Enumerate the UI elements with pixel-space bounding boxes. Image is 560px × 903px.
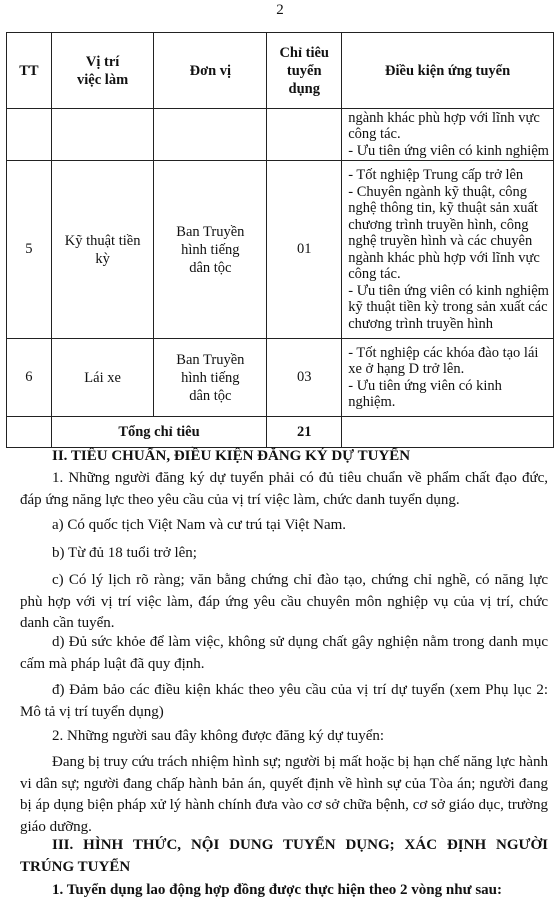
header-condition: Điều kiện ứng tuyển: [342, 33, 554, 109]
section-2-paragraph-1: 1. Những người đăng ký dự tuyển phải có đủ tiêu chuẩn về phẩm chất đạo đức, đáp ứng năng lực theo yêu cầu của vị trí việc làm, chức danh tuyển dụng.: [20, 470, 548, 508]
condition-line: - Ưu tiên ứng viên có kinh nghiệm: [348, 282, 549, 299]
condition-line: ngành khác phù hợp với lĩnh vực: [348, 109, 540, 126]
row-position: [51, 161, 154, 339]
condition-line: nghiệm.: [348, 394, 396, 410]
position-line: kỳ: [95, 250, 110, 267]
unit-line: dân tộc: [189, 387, 232, 404]
unit-line: Ban Truyền: [176, 351, 245, 368]
table-cell: [7, 109, 52, 161]
header-tt: TT: [7, 33, 52, 109]
header-unit: Đơn vị: [154, 33, 267, 109]
header-position: [51, 33, 154, 109]
recruitment-table: [6, 32, 554, 448]
row-quota: 03: [267, 339, 342, 417]
criterion-c: c) Có lý lịch rõ ràng; văn bằng chứng chỉ đào tạo, chứng chỉ nghề, có năng lực phù hợp với vị trí việc làm, đáp ứng yêu cầu chuyên môn nghiệp vụ của vị trí, chức danh cần tuyển.: [20, 572, 548, 631]
condition-line: nghệ truyền hình và các chuyên: [348, 233, 533, 249]
unit-line: hình tiếng: [181, 369, 240, 386]
table-row: [7, 161, 554, 339]
table-header-row: [7, 33, 554, 109]
condition-cell: [342, 339, 554, 417]
condition-line: ngành khác phù hợp với lĩnh vực: [348, 249, 540, 266]
header-quota: [267, 33, 342, 109]
page-number: 2: [276, 2, 284, 18]
criterion-b: b) Từ đủ 18 tuổi trở lên;: [52, 545, 197, 561]
unit-line: dân tộc: [189, 259, 232, 276]
section-2-heading: II. TIÊU CHUẨN, ĐIỀU KIỆN ĐĂNG KÝ DỰ TUYỂN: [52, 448, 411, 464]
total-value: 21: [267, 417, 342, 448]
header-position-line: việc làm: [77, 71, 129, 88]
row-quota: 01: [267, 161, 342, 339]
position-line: Kỹ thuật tiền: [64, 232, 141, 249]
condition-line: nghệ thông tin, kỹ thuật sản xuất: [348, 200, 538, 216]
header-position-line: Vị trí: [85, 53, 120, 70]
condition-line: xe ở hạng D trở lên.: [348, 361, 465, 377]
row-unit: [154, 339, 267, 417]
criterion-a: a) Có quốc tịch Việt Nam và cư trú tại Việt Nam.: [52, 517, 347, 533]
header-quota-line: Chỉ tiêu: [279, 44, 329, 61]
condition-line: - Ưu tiên ứng viên có kinh: [348, 377, 502, 394]
table-cell: [342, 417, 554, 448]
condition-line: - Tốt nghiệp các khóa đào tạo lái: [348, 344, 539, 361]
criterion-dd: đ) Đảm bảo các điều kiện khác theo yêu cầu của vị trí dự tuyển (xem Phụ lục 2: Mô tả vị trí tuyển dụng): [20, 682, 548, 720]
condition-cell: [342, 161, 554, 339]
table-row-continued: [7, 109, 554, 161]
condition-line: - Ưu tiên ứng viên có kinh nghiệm: [348, 142, 549, 159]
criterion-d: d) Đủ sức khỏe để làm việc, không sử dụng chất gây nghiện nằm trong danh mục cấm mà pháp luật đã quy định.: [20, 634, 548, 672]
total-label: Tổng chỉ tiêu: [51, 417, 266, 448]
condition-line: kỹ thuật tiền kỳ trong sản xuất các: [348, 299, 548, 315]
condition-line: công tác.: [348, 266, 401, 282]
condition-line: chương trình truyền hình: [348, 315, 494, 332]
condition-cell: [342, 109, 554, 161]
section-3-heading: III. HÌNH THỨC, NỘI DUNG TUYỂN DỤNG; XÁC ĐỊNH NGƯỜI TRÚNG TUYỂN: [20, 837, 548, 875]
table-cell: [267, 109, 342, 161]
section-2-paragraph-2: 2. Những người sau đây không được đăng ký dự tuyển:: [52, 728, 385, 744]
row-tt: 5: [7, 161, 52, 339]
header-quota-line: tuyển: [286, 62, 322, 79]
table-cell: [51, 109, 154, 161]
row-position: [51, 339, 154, 417]
header-quota-line: dụng: [288, 80, 320, 97]
unit-line: hình tiếng: [181, 241, 240, 258]
table-total-row: [7, 417, 554, 448]
row-tt: 6: [7, 339, 52, 417]
condition-line: chương trình truyền hình, công: [348, 216, 529, 233]
table-cell: [154, 109, 267, 161]
section-2-paragraph-2-detail: Đang bị truy cứu trách nhiệm hình sự; người bị mất hoặc bị hạn chế năng lực hành vi dân sự; người đang chấp hành bản án, quyết định về hình sự của Tòa án; người đang bị áp dụng biện pháp xử lý hành chính đưa vào cơ sở chữa bệnh, cơ sở giáo dục, trường giáo dưỡng.: [20, 754, 548, 835]
row-unit: [154, 161, 267, 339]
section-3-paragraph-1: 1. Tuyển dụng lao động hợp đồng được thực hiện theo 2 vòng như sau:: [52, 882, 503, 898]
condition-line: công tác.: [348, 126, 401, 143]
table-row: [7, 339, 554, 417]
condition-line: - Tốt nghiệp Trung cấp trở lên: [348, 167, 524, 183]
condition-line: - Chuyên ngành kỹ thuật, công: [348, 183, 528, 200]
unit-line: Ban Truyền: [176, 223, 245, 240]
table-cell: [7, 417, 52, 448]
position-line: Lái xe: [84, 369, 121, 386]
